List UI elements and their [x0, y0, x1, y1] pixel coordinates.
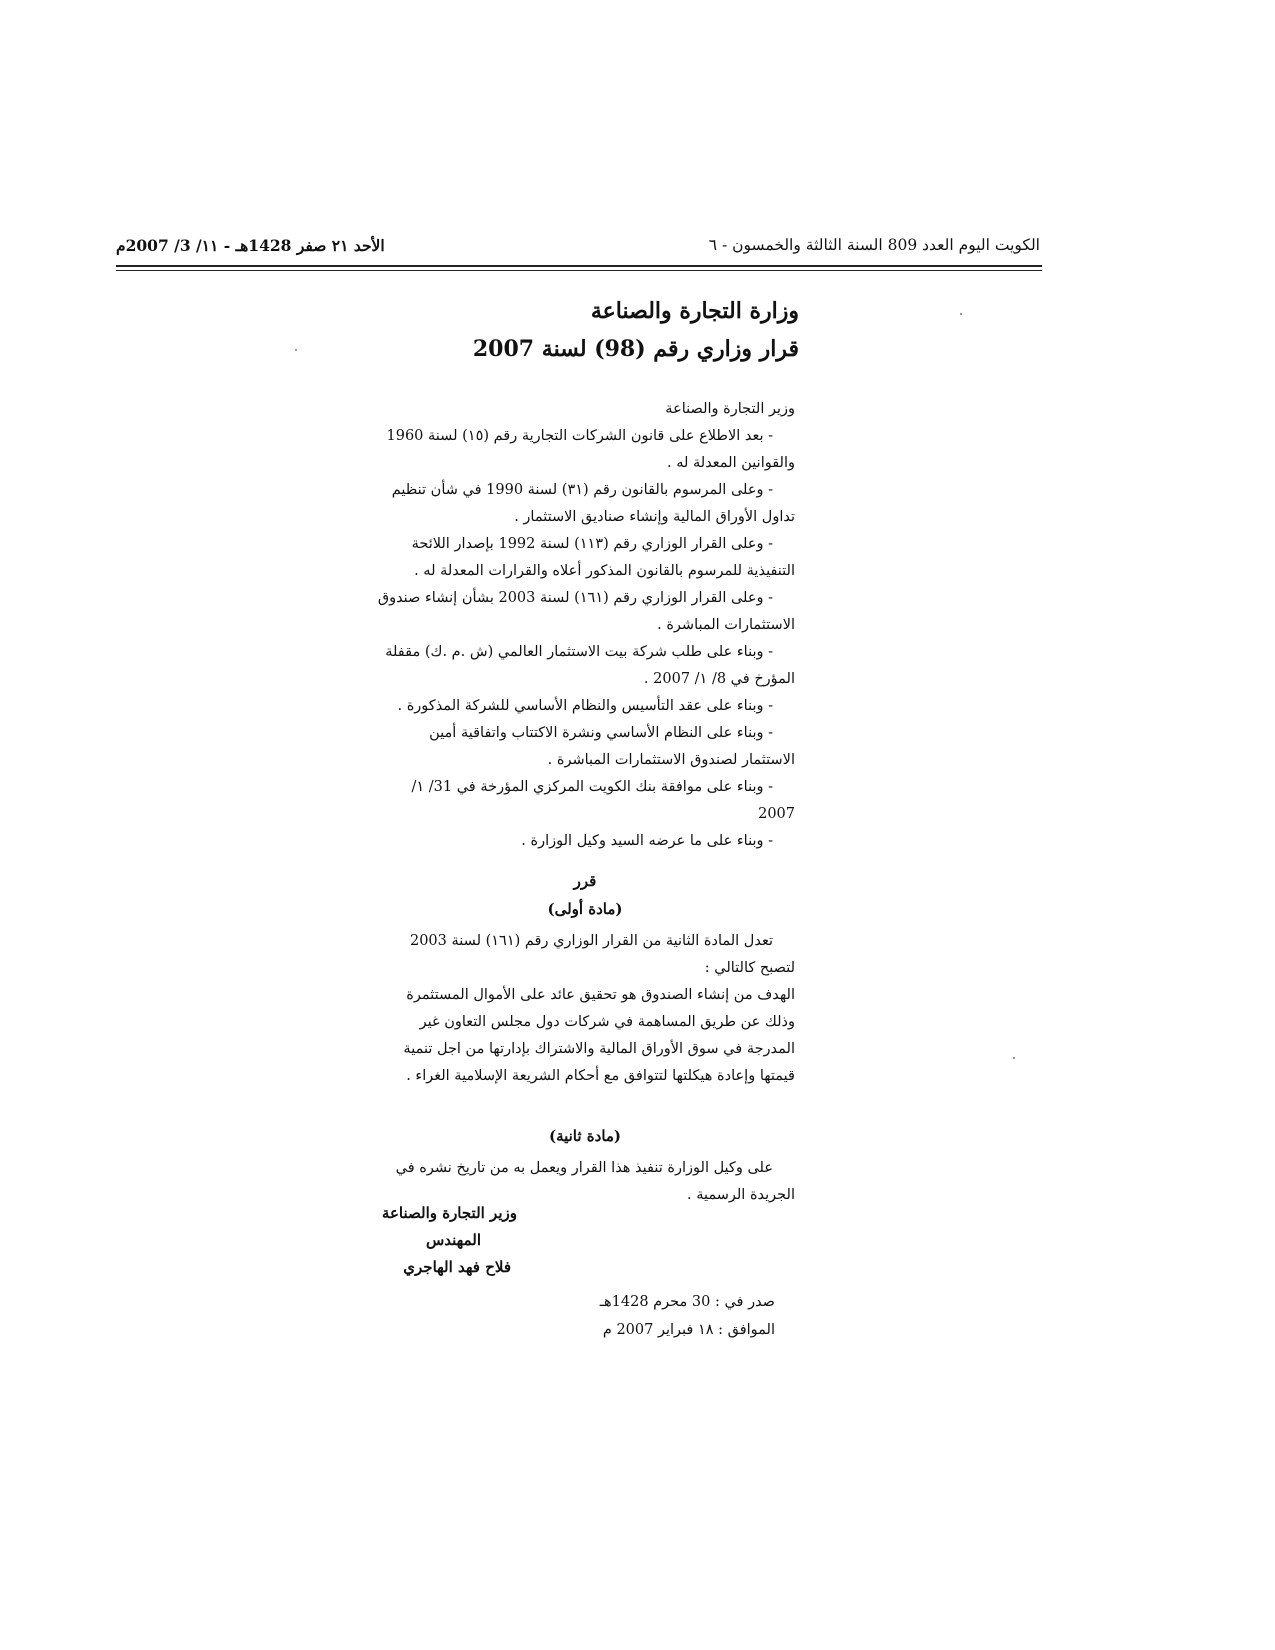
article2-heading: (مادة ثانية): [548, 1127, 622, 1145]
article1-heading: (مادة أولى): [547, 900, 623, 918]
preamble: [375, 396, 795, 855]
header-rule-thin: [116, 270, 1042, 271]
preamble-item: - وبناء على النظام الأساسي ونشرة الاكتتاب واتفاقية أمين الاستثمار لصندوق الاستثمارات المباشرة .: [429, 725, 795, 768]
scan-speck: [295, 349, 297, 351]
signature-rank: المهندس: [425, 1231, 481, 1249]
issue-dates: [535, 1288, 775, 1344]
preamble-item: - وبناء على موافقة بنك الكويت المركزي المؤرخة في 31/ ١/ 2007: [411, 779, 795, 822]
signature-block: [317, 1200, 517, 1281]
scan-speck: [960, 313, 962, 315]
ministry-name: وزارة التجارة والصناعة: [590, 298, 799, 324]
signature-name: فلاح فهد الهاجري: [403, 1258, 511, 1276]
preamble-item: - بعد الاطلاع على قانون الشركات التجارية رقم (١٥) لسنة 1960 والقوانين المعدلة له .: [386, 428, 795, 471]
issue-info: الكويت اليوم العدد 809 السنة الثالثة والخمسون - ٦: [708, 236, 1040, 254]
decision-title: قرار وزاري رقم (98) لسنة 2007: [472, 336, 799, 362]
issued-gregorian: الموافق : ١٨ فبراير 2007 م: [602, 1322, 775, 1338]
preamble-item: - وعلى القرار الوزاري رقم (١١٣) لسنة 1992 بإصدار اللائحة التنفيذية للمرسوم بالقانون المذكور أعلاه والقرارات المعدلة له .: [411, 536, 795, 579]
preamble-item: - وعلى القرار الوزاري رقم (١٦١) لسنة 2003 بشأن إنشاء صندوق الاستثمارات المباشرة .: [377, 590, 795, 633]
preamble-opening: وزير التجارة والصناعة: [665, 401, 795, 417]
article1-text: الهدف من إنشاء الصندوق هو تحقيق عائد على الأموال المستثمرة وذلك عن طريق المساهمة في شركات دول مجلس التعاون غير المدرجة في سوق الأوراق المالية والاشتراك بإدارتها من اجل تنمية قيمتها وإعادة هيكلتها لتتوافق مع أحكام الشريعة الإسلامية الغراء .: [403, 987, 795, 1084]
preamble-item: - وبناء على عقد التأسيس والنظام الأساسي للشركة المذكورة .: [397, 698, 773, 714]
date-info: الأحد ٢١ صفر 1428هـ - ١١/ 3/ 2007م: [116, 236, 385, 255]
preamble-item: - وبناء على ما عرضه السيد وكيل الوزارة .: [521, 833, 773, 849]
article1-lead: تعدل المادة الثانية من القرار الوزاري رقم (١٦١) لسنة 2003 لتصبح كالتالي :: [409, 933, 795, 976]
article2-text: على وكيل الوزارة تنفيذ هذا القرار ويعمل به من تاريخ نشره في الجريدة الرسمية .: [395, 1160, 795, 1203]
scan-speck: [1013, 1057, 1015, 1059]
preamble-item: - وعلى المرسوم بالقانون رقم (٣١) لسنة 1990 في شأن تنظيم تداول الأوراق المالية وإنشاء صناديق الاستثمار .: [391, 482, 795, 525]
issued-hijri: صدر في : 30 محرم 1428هـ: [599, 1294, 775, 1310]
header-rule-thick: [116, 265, 1042, 267]
article1-body: [375, 928, 795, 1090]
preamble-item: - وبناء على طلب شركة بيت الاستثمار العالمي (ش .م .ك) مقفلة المؤرخ في 8/ ١/ 2007 .: [385, 644, 795, 687]
decided-heading: قرر: [573, 872, 597, 890]
signature-title: وزير التجارة والصناعة: [381, 1204, 517, 1222]
